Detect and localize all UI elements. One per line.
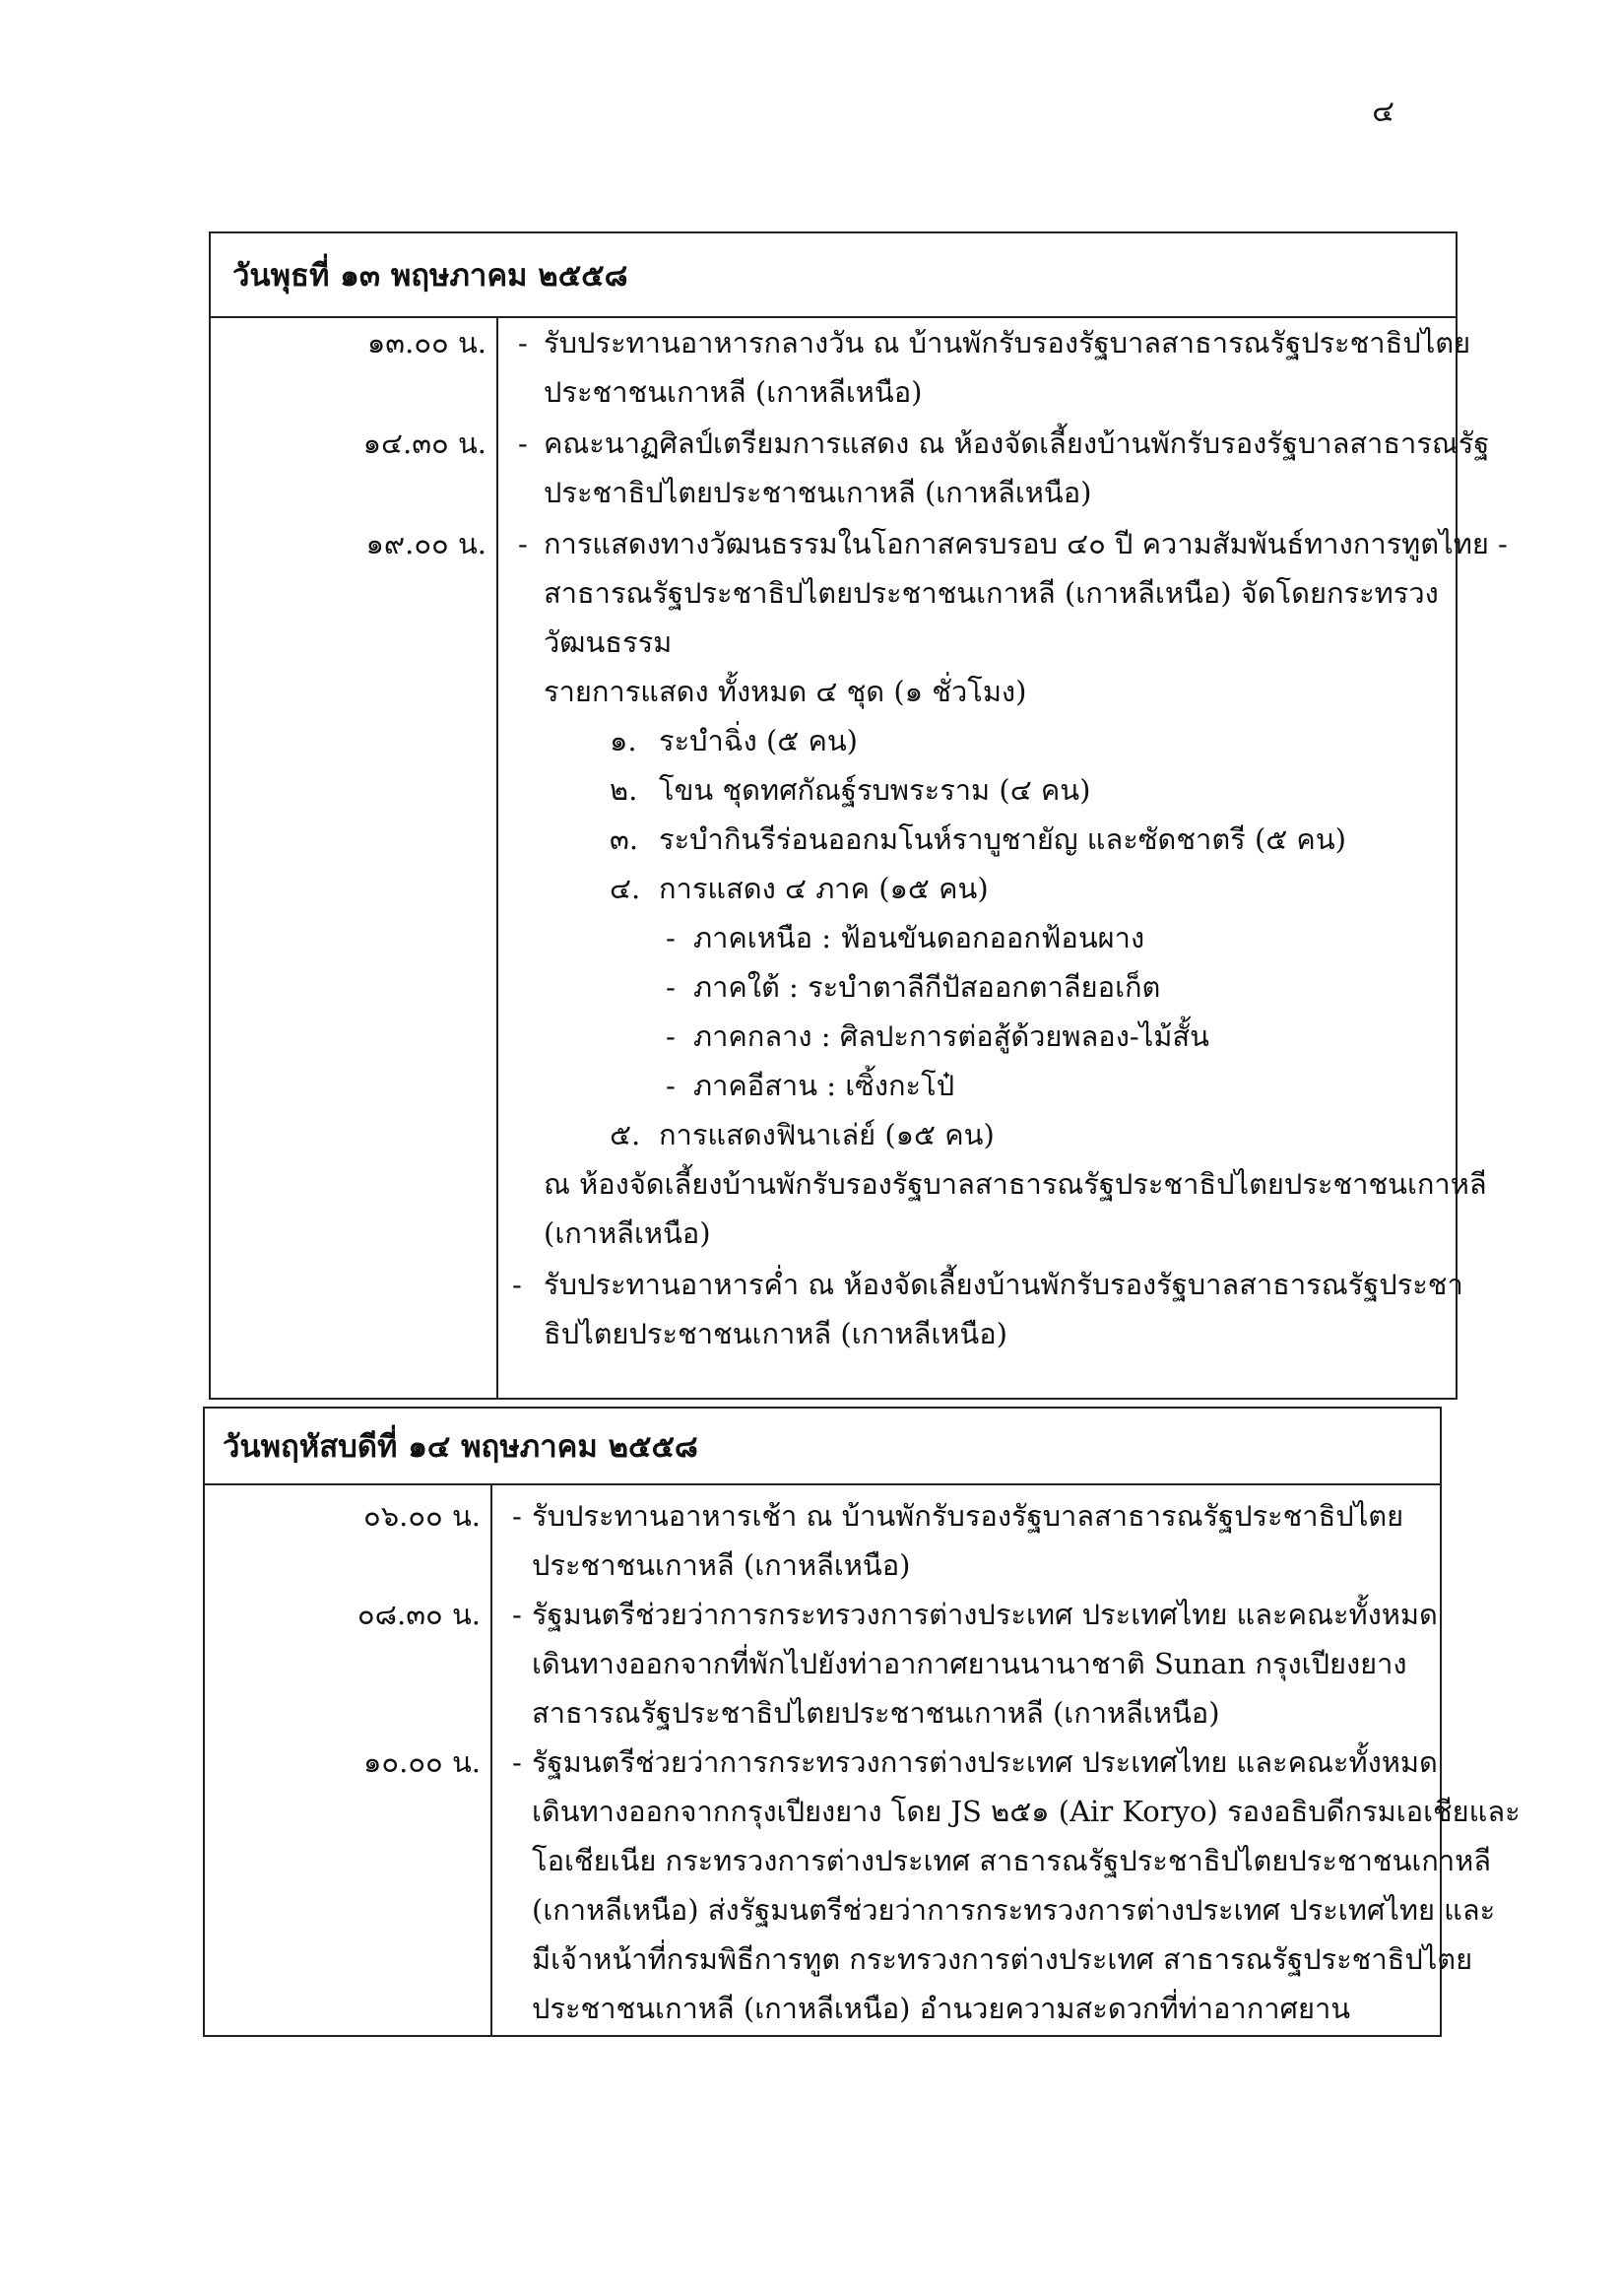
- dash-bullet: -: [666, 1019, 676, 1053]
- item-text: การแสดง ๔ ภาค (๑๕ คน): [659, 872, 989, 905]
- text-line: การแสดงทางวัฒนธรรมในโอกาสครบรอบ ๔๐ ปี ความสัมพันธ์ทางการทูตไทย -: [544, 527, 1508, 560]
- region-text: ภาคเหนือ : ฟ้อนขันดอกออกฟ้อนผาง: [693, 921, 1145, 954]
- program-item: [610, 1110, 640, 1159]
- text-line: ประชาชนเกาหลี (เกาหลีเหนือ) อำนวยความสะดวกที่ท่าอากาศยาน: [532, 1992, 1351, 2025]
- entry-time: ๑๔.๓๐ น.: [362, 426, 486, 460]
- text-line: (เกาหลีเหนือ) ส่งรัฐมนตรีช่วยว่าการกระทรวงการต่างประเทศ ประเทศไทย และ: [532, 1893, 1496, 1927]
- program-item: [610, 815, 638, 864]
- region-text: ภาคอีสาน : เซิ้งกะโป๋: [693, 1069, 955, 1102]
- text-line: สาธารณรัฐประชาธิปไตยประชาชนเกาหลี (เกาหลีเหนือ): [532, 1696, 1220, 1730]
- text-line: ประชาธิปไตยประชาชนเกาหลี (เกาหลีเหนือ): [544, 476, 1092, 509]
- region-text: ภาคกลาง : ศิลปะการต่อสู้ด้วยพลอง-ไม้สั้น: [693, 1019, 1209, 1053]
- text-line: รายการแสดง ทั้งหมด ๔ ชุด (๑ ชั่วโมง): [544, 675, 1027, 708]
- column-divider: [490, 1485, 492, 2035]
- text-line: รับประทานอาหารกลางวัน ณ บ้านพักรับรองรัฐบาลสาธารณรัฐประชาธิปไตย: [544, 326, 1471, 360]
- item-number: ๓.: [610, 822, 639, 856]
- day2-schedule-table: [203, 1407, 1521, 2037]
- dash-bullet: -: [666, 1069, 676, 1102]
- text-line: รัฐมนตรีช่วยว่าการกระทรวงการต่างประเทศ ประเทศไทย และคณะทั้งหมด: [532, 1745, 1438, 1779]
- text-line: สาธารณรัฐประชาธิปไตยประชาชนเกาหลี (เกาหลีเหนือ) จัดโดยกระทรวง: [544, 576, 1439, 610]
- text-line: ประชาชนเกาหลี (เกาหลีเหนือ): [544, 375, 923, 409]
- text-line: มีเจ้าหน้าที่กรมพิธีการทูต กระทรวงการต่างประเทศ สาธารณรัฐประชาธิปไตย: [532, 1942, 1473, 1976]
- day2-heading: วันพฤหัสบดีที่ ๑๔ พฤษภาคม ๒๕๕๘: [205, 1409, 1440, 1485]
- dash-bullet: -: [512, 1745, 522, 1779]
- day1-schedule-table: [209, 231, 1508, 1400]
- text-line: รับประทานอาหารเช้า ณ บ้านพักรับรองรัฐบาลสาธารณรัฐประชาธิปไตย: [532, 1499, 1404, 1533]
- day1-heading: วันพุธที่ ๑๓ พฤษภาคม ๒๕๕๘: [211, 233, 1456, 318]
- day2-body: [205, 1485, 1521, 2035]
- region-text: ภาคใต้ : ระบำตาลีกีปัสออกตาลียอเก็ต: [693, 970, 1161, 1004]
- dash-bullet: -: [518, 426, 528, 460]
- text-line: โอเชียเนีย กระทรวงการต่างประเทศ สาธารณรัฐประชาธิปไตยประชาชนเกาหลี: [532, 1844, 1492, 1877]
- item-text: โขน ชุดทศกัณฐ์รบพระราม (๔ คน): [659, 773, 1091, 807]
- entry-text: [544, 1260, 1463, 1358]
- dash-bullet: -: [666, 970, 676, 1004]
- program-item: [610, 716, 637, 765]
- item-number: ๑.: [610, 724, 637, 757]
- text-line: วัฒนธรรม: [544, 625, 673, 659]
- text-line: รัฐมนตรีช่วยว่าการกระทรวงการต่างประเทศ ประเทศไทย และคณะทั้งหมด: [532, 1598, 1438, 1631]
- dash-bullet: -: [518, 527, 528, 560]
- text-line: คณะนาฏศิลป์เตรียมการแสดง ณ ห้องจัดเลี้ยงบ้านพักรับรองรัฐบาลสาธารณรัฐ: [544, 426, 1490, 460]
- dash-bullet: -: [512, 1598, 522, 1631]
- page-number: ๔: [1372, 95, 1394, 129]
- item-text: ระบำกินรีร่อนออกมโนห์ราบูชายัญ และซัดชาตรี (๕ คน): [659, 822, 1346, 856]
- dash-bullet: -: [518, 326, 528, 360]
- item-text: การแสดงฟินาเล่ย์ (๑๕ คน): [659, 1118, 995, 1151]
- text-line: ธิปไตยประชาชนเกาหลี (เกาหลีเหนือ): [544, 1317, 1007, 1350]
- entry-time: ๐๘.๓๐ น.: [357, 1598, 481, 1631]
- text-line: ประชาชนเกาหลี (เกาหลีเหนือ): [532, 1548, 911, 1582]
- dash-bullet: -: [666, 921, 676, 954]
- text-line: เดินทางออกจากกรุงเปียงยาง โดย JS ๒๕๑ (Air Koryo) รองอธิบดีกรมเอเชียและ: [532, 1795, 1521, 1828]
- dash-bullet: -: [512, 1268, 522, 1301]
- program-item: [610, 765, 637, 815]
- item-text: ระบำฉิ่ง (๕ คน): [659, 724, 858, 757]
- entry-time: ๑๙.๐๐ น.: [365, 527, 486, 560]
- day1-body: [211, 318, 1508, 1398]
- entry-time: ๐๖.๐๐ น.: [363, 1499, 481, 1533]
- item-number: ๕.: [610, 1118, 641, 1151]
- text-line: (เกาหลีเหนือ): [544, 1216, 711, 1250]
- item-number: ๒.: [610, 773, 638, 807]
- entry-text: [532, 1491, 1403, 1590]
- entry-text: [544, 419, 1489, 517]
- text-line: รับประทานอาหารค่ำ ณ ห้องจัดเลี้ยงบ้านพักรับรองรัฐบาลสาธารณรัฐประชา: [544, 1268, 1463, 1301]
- text-line: เดินทางออกจากที่พักไปยังท่าอากาศยานนานาชาติ Sunan กรุงเปียงยาง: [532, 1647, 1407, 1680]
- item-number: ๔.: [610, 872, 641, 905]
- column-divider: [496, 318, 498, 1398]
- entry-text: [544, 318, 1470, 417]
- entry-text: [532, 1590, 1438, 1738]
- entry-text: [532, 1738, 1521, 2033]
- dash-bullet: -: [512, 1499, 522, 1533]
- text-line: ณ ห้องจัดเลี้ยงบ้านพักรับรองรัฐบาลสาธารณรัฐประชาธิปไตยประชาชนเกาหลี: [544, 1167, 1487, 1201]
- entry-time: ๑๐.๐๐ น.: [363, 1745, 481, 1779]
- program-item: [610, 864, 640, 913]
- entry-time: ๑๓.๐๐ น.: [366, 326, 486, 360]
- entry-text: [544, 519, 1508, 716]
